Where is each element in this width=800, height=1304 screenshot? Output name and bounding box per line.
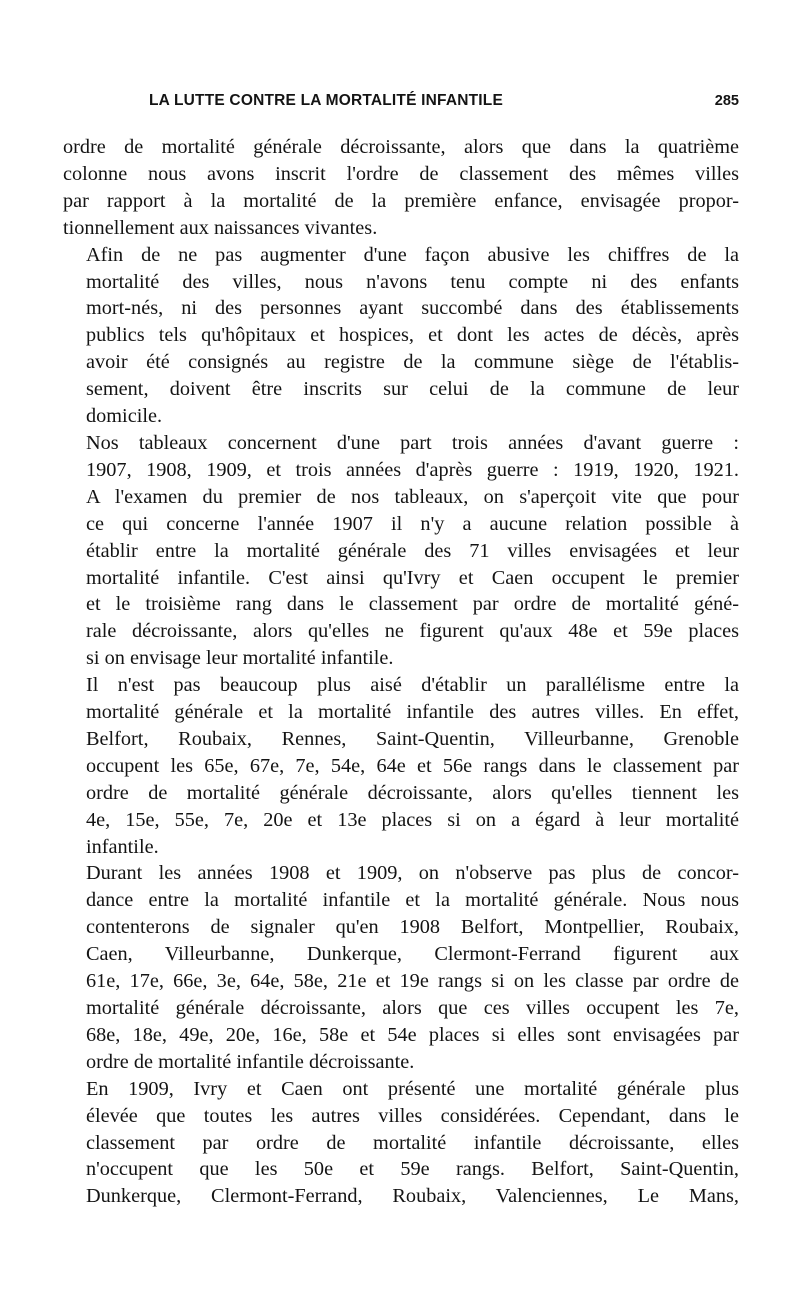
text-line: Nos tableaux concernent d'une part trois années d'avant guerre : [86,431,739,454]
text-line: et le troisième rang dans le classement par ordre de mortalité géné- [86,593,739,616]
text-line: publics tels qu'hôpitaux et hospices, et dont les actes de décès, après [86,324,739,347]
text-line: établir entre la mortalité générale des 71 villes envisagées et leur [86,539,739,562]
paragraph [63,1076,739,1211]
paragraph [63,860,739,1075]
page-number: 285 [714,93,739,109]
text-line: colonne nous avons inscrit l'ordre de classement des mêmes villes [63,162,739,185]
text-line: mortalité des villes, nous n'avons tenu compte ni des enfants [86,270,739,293]
text-line: élevée que toutes les autres villes considérées. Cependant, dans le [86,1104,739,1127]
paragraph [63,430,739,672]
text-line: ordre de mortalité générale décroissante, alors qu'elles tiennent les [86,781,739,804]
running-head [63,88,739,118]
text-line: mort-nés, ni des personnes ayant succombé dans des établissements [86,297,739,320]
text-line: Il n'est pas beaucoup plus aisé d'établir un parallélisme entre la [86,674,739,697]
text-line: 1907, 1908, 1909, et trois années d'après guerre : 1919, 1920, 1921. [86,458,739,481]
paragraph [63,672,739,860]
text-line: mortalité infantile. C'est ainsi qu'Ivry et Caen occupent le premier [86,566,739,589]
text-line: Dunkerque, Clermont-Ferrand, Roubaix, Valenciennes, Le Mans, [86,1185,739,1208]
text-line: domicile. [86,405,163,428]
text-line: 61e, 17e, 66e, 3e, 64e, 58e, 21e et 19e rangs si on les classe par ordre de [86,970,739,993]
paragraph [63,242,739,430]
text-line: ordre de mortalité générale décroissante, alors que dans la quatrième [63,136,739,158]
text-line: En 1909, Ivry et Caen ont présenté une mortalité générale plus [86,1077,739,1100]
text-line: rale décroissante, alors qu'elles ne figurent qu'aux 48e et 59e places [86,620,739,643]
text-line: 4e, 15e, 55e, 7e, 20e et 13e places si on a égard à leur mortalité [86,808,739,831]
text-line: occupent les 65e, 67e, 7e, 54e, 64e et 56e rangs dans le classement par [86,754,739,777]
body-text [63,134,739,1210]
text-line: sement, doivent être inscrits sur celui de la commune de leur [86,378,739,401]
text-line: Afin de ne pas augmenter d'une façon abusive les chiffres de la [86,243,739,266]
text-line: Durant les années 1908 et 1909, on n'observe pas plus de concor- [86,862,739,885]
text-line: par rapport à la mortalité de la première enfance, envisagée propor- [63,189,739,212]
text-line: contenterons de signaler qu'en 1908 Belfort, Montpellier, Roubaix, [86,916,739,939]
text-line: Caen, Villeurbanne, Dunkerque, Clermont-Ferrand figurent aux [86,943,739,966]
text-line: avoir été consignés au registre de la commune siège de l'établis- [86,351,739,374]
text-line: 68e, 18e, 49e, 20e, 16e, 58e et 54e places si elles sont envisagées par [86,1023,739,1046]
text-line: classement par ordre de mortalité infantile décroissante, elles [86,1131,739,1154]
text-line: infantile. [86,835,159,858]
text-line: mortalité générale décroissante, alors que ces villes occupent les 7e, [86,997,739,1019]
text-line: n'occupent que les 50e et 59e rangs. Belfort, Saint-Quentin, [86,1158,739,1181]
book-page [63,88,739,1210]
paragraph [63,134,739,242]
text-line: ordre de mortalité infantile décroissante. [86,1050,415,1073]
text-line: si on envisage leur mortalité infantile. [86,647,394,670]
text-line: mortalité générale et la mortalité infantile des autres villes. En effet, [86,701,739,724]
text-line: dance entre la mortalité infantile et la mortalité générale. Nous nous [86,889,739,912]
running-title: LA LUTTE CONTRE LA MORTALITÉ INFANTILE [149,92,504,109]
text-line: A l'examen du premier de nos tableaux, on s'aperçoit vite que pour [86,485,739,508]
text-line: Belfort, Roubaix, Rennes, Saint-Quentin, Villeurbanne, Grenoble [86,727,739,750]
text-line: tionnellement aux naissances vivantes. [63,216,378,239]
text-line: ce qui concerne l'année 1907 il n'y a aucune relation possible à [86,512,739,535]
